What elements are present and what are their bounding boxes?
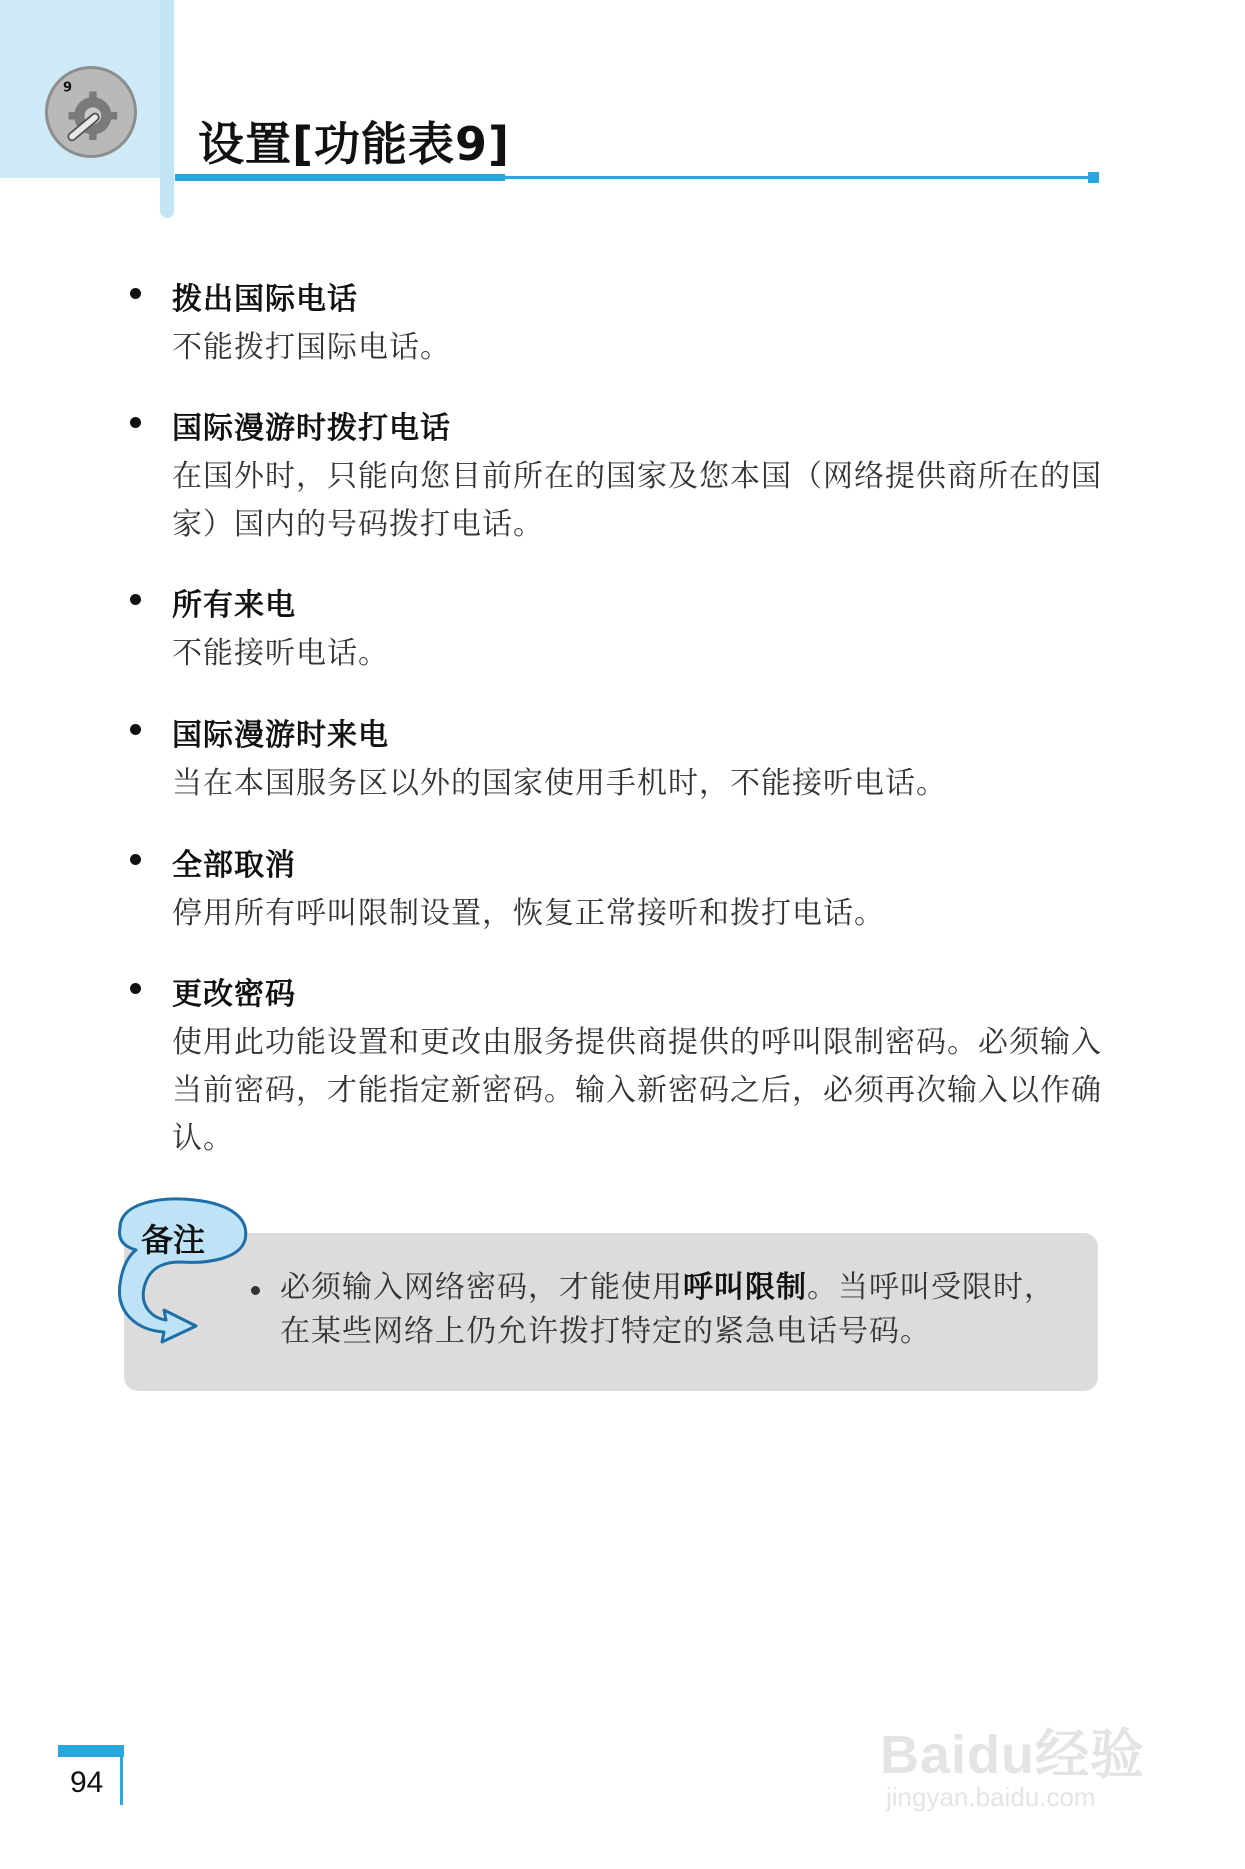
watermark-sub-text: jingyan.baidu.com [886,1782,1096,1812]
bullet [130,288,141,299]
item-title: 拨出国际电话 [172,282,358,317]
item-title: 国际漫游时来电 [172,718,389,753]
item-title: 国际漫游时拨打电话 [172,411,451,446]
item-description: 不能接听电话。 [172,636,389,671]
item-title: 全部取消 [172,848,296,883]
bullet [130,417,141,428]
bullet [251,1286,260,1295]
item-title: 所有来电 [172,588,296,623]
page-number: 94 [70,1766,104,1799]
title-underline-end-square [1088,172,1099,183]
item-description: 在国外时，只能向您目前所在的国家及您本国（网络提供商所在的国家）国内的号码拨打电话。 [172,459,1102,542]
note-label: 备注 [141,1221,206,1259]
page-title: 设置[功能表9] [198,117,511,171]
note-arrow-badge-icon [100,1188,260,1358]
item-title: 更改密码 [172,977,296,1012]
settings-gear-wrench-icon [45,66,137,158]
header-vertical-bar [160,0,174,218]
note-text-part: 。当呼叫受限时，在某些网络上仍允许拨打特定的紧急电话号码。 [280,1270,1055,1349]
item-description: 停用所有呼叫限制设置，恢复正常接听和拨打电话。 [172,896,885,931]
note-text-part: 必须输入网络密码，才能使用 [280,1270,683,1305]
bullet [130,724,141,735]
bullet [130,854,141,865]
svg-text:9: 9 [62,80,73,96]
page-number-accent-bar [58,1745,124,1757]
bullet [130,983,141,994]
bullet [130,594,141,605]
item-description: 使用此功能设置和更改由服务提供商提供的呼叫限制密码。必须输入当前密码，才能指定新密码。输入新密码之后，必须再次输入以作确认。 [172,1025,1102,1156]
note-text-bold: 呼叫限制 [683,1270,807,1305]
page-number-divider [120,1757,123,1805]
watermark-main-text: Baidu经验 [880,1725,1146,1785]
title-underline-thick [175,174,505,181]
item-description: 当在本国服务区以外的国家使用手机时，不能接听电话。 [172,766,947,801]
watermark [880,1700,1190,1820]
item-description: 不能拨打国际电话。 [172,330,451,365]
note-text [280,1266,1080,1354]
